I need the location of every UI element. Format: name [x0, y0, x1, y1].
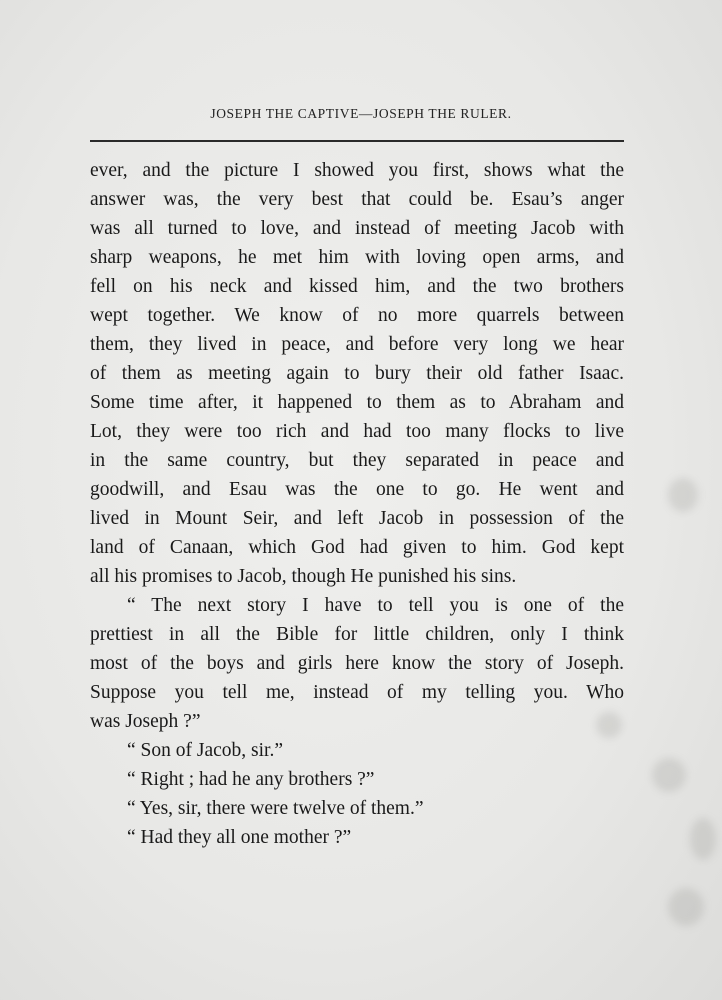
text-line: lived in Mount Seir, and left Jacob in possession of the: [90, 508, 624, 529]
text-line: prettiest in all the Bible for little children, only I think: [90, 624, 624, 645]
text-line: them, they lived in peace, and before very long we hear: [90, 334, 624, 355]
page-stain: [690, 818, 716, 860]
page-stain: [652, 758, 686, 792]
body-text: [90, 156, 624, 852]
text-line: all his promises to Jacob, though He punished his sins.: [90, 566, 517, 587]
text-line: Suppose you tell me, instead of my telling you. Who: [90, 682, 624, 703]
text-line: Lot, they were too rich and had too many flocks to live: [90, 421, 624, 442]
text-line: land of Canaan, which God had given to him. God kept: [90, 537, 624, 558]
text-line: sharp weapons, he met him with loving open arms, and: [90, 247, 624, 268]
text-line: answer was, the very best that could be. Esau’s anger: [90, 189, 624, 210]
page-stain: [668, 478, 698, 512]
text-line: fell on his neck and kissed him, and the two brothers: [90, 276, 624, 297]
text-line: Some time after, it happened to them as to Abraham and: [90, 392, 624, 413]
text-line: wept together. We know of no more quarrels between: [90, 305, 624, 326]
text-line: goodwill, and Esau was the one to go. He went and: [90, 479, 624, 500]
text-line: was Joseph ?”: [90, 711, 201, 732]
text-line: “ Son of Jacob, sir.”: [127, 740, 283, 761]
running-head: JOSEPH THE CAPTIVE—JOSEPH THE RULER.: [210, 106, 512, 121]
text-line: was all turned to love, and instead of meeting Jacob with: [90, 218, 624, 239]
text-line: “ Right ; had he any brothers ?”: [127, 769, 375, 790]
text-line: of them as meeting again to bury their old father Isaac.: [90, 363, 624, 384]
text-line: “ Had they all one mother ?”: [127, 827, 352, 848]
text-line: “ The next story I have to tell you is one of the: [127, 595, 624, 616]
header-rule: [90, 140, 624, 142]
page-stain: [668, 888, 704, 926]
text-line: most of the boys and girls here know the story of Joseph.: [90, 653, 624, 674]
text-line: “ Yes, sir, there were twelve of them.”: [127, 798, 424, 819]
text-line: ever, and the picture I showed you first, shows what the: [90, 160, 624, 181]
text-line: in the same country, but they separated in peace and: [90, 450, 624, 471]
